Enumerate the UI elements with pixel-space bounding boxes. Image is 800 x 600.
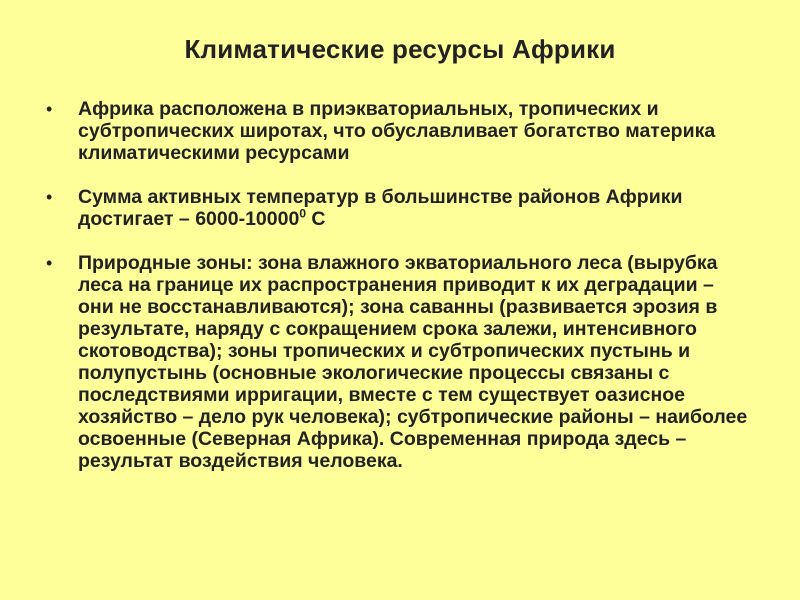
- slide-title: Климатические ресурсы Африки: [184, 34, 616, 64]
- bullet-text: Африка расположена в приэкваториальных, тропических и субтропических широтах, что обуславливает богатство материка климатическими ресурсами: [78, 98, 716, 164]
- bullet-item-location: [40, 98, 750, 164]
- bullet-text-main: Сумма активных температур в большинстве районов Африки достигает – 6000-10000: [78, 186, 683, 230]
- bullet-text: [78, 186, 750, 230]
- degree-superscript: 0: [299, 206, 306, 221]
- bullet-text: Природные зоны: зона влажного экваториального леса (вырубка леса на границе их распространения приводит к их деградации – они не восстанавливаются); зона саванны (развивается эрозия в результате, наряду с сокращением срока залежи, интенсивного скотоводства); зоны тропических и субтропических пустынь и полупустынь (основные экологические процессы связаны с последствиями ирригации, вместе с тем существует оазисное хозяйство – дело рук человека); субтропические районы – наиболее освоенные (Северная Африка). Современная природа здесь – результат воздействия человека.: [78, 252, 748, 472]
- bullet-item-temperatures: [40, 186, 750, 230]
- bullet-point-icon: •: [46, 187, 53, 207]
- bullet-point-icon: •: [46, 99, 53, 119]
- bullet-text-unit: С: [306, 208, 326, 230]
- bullet-point-icon: •: [46, 253, 53, 273]
- bullet-list: [40, 98, 750, 472]
- bullet-item-natural-zones: [40, 252, 750, 472]
